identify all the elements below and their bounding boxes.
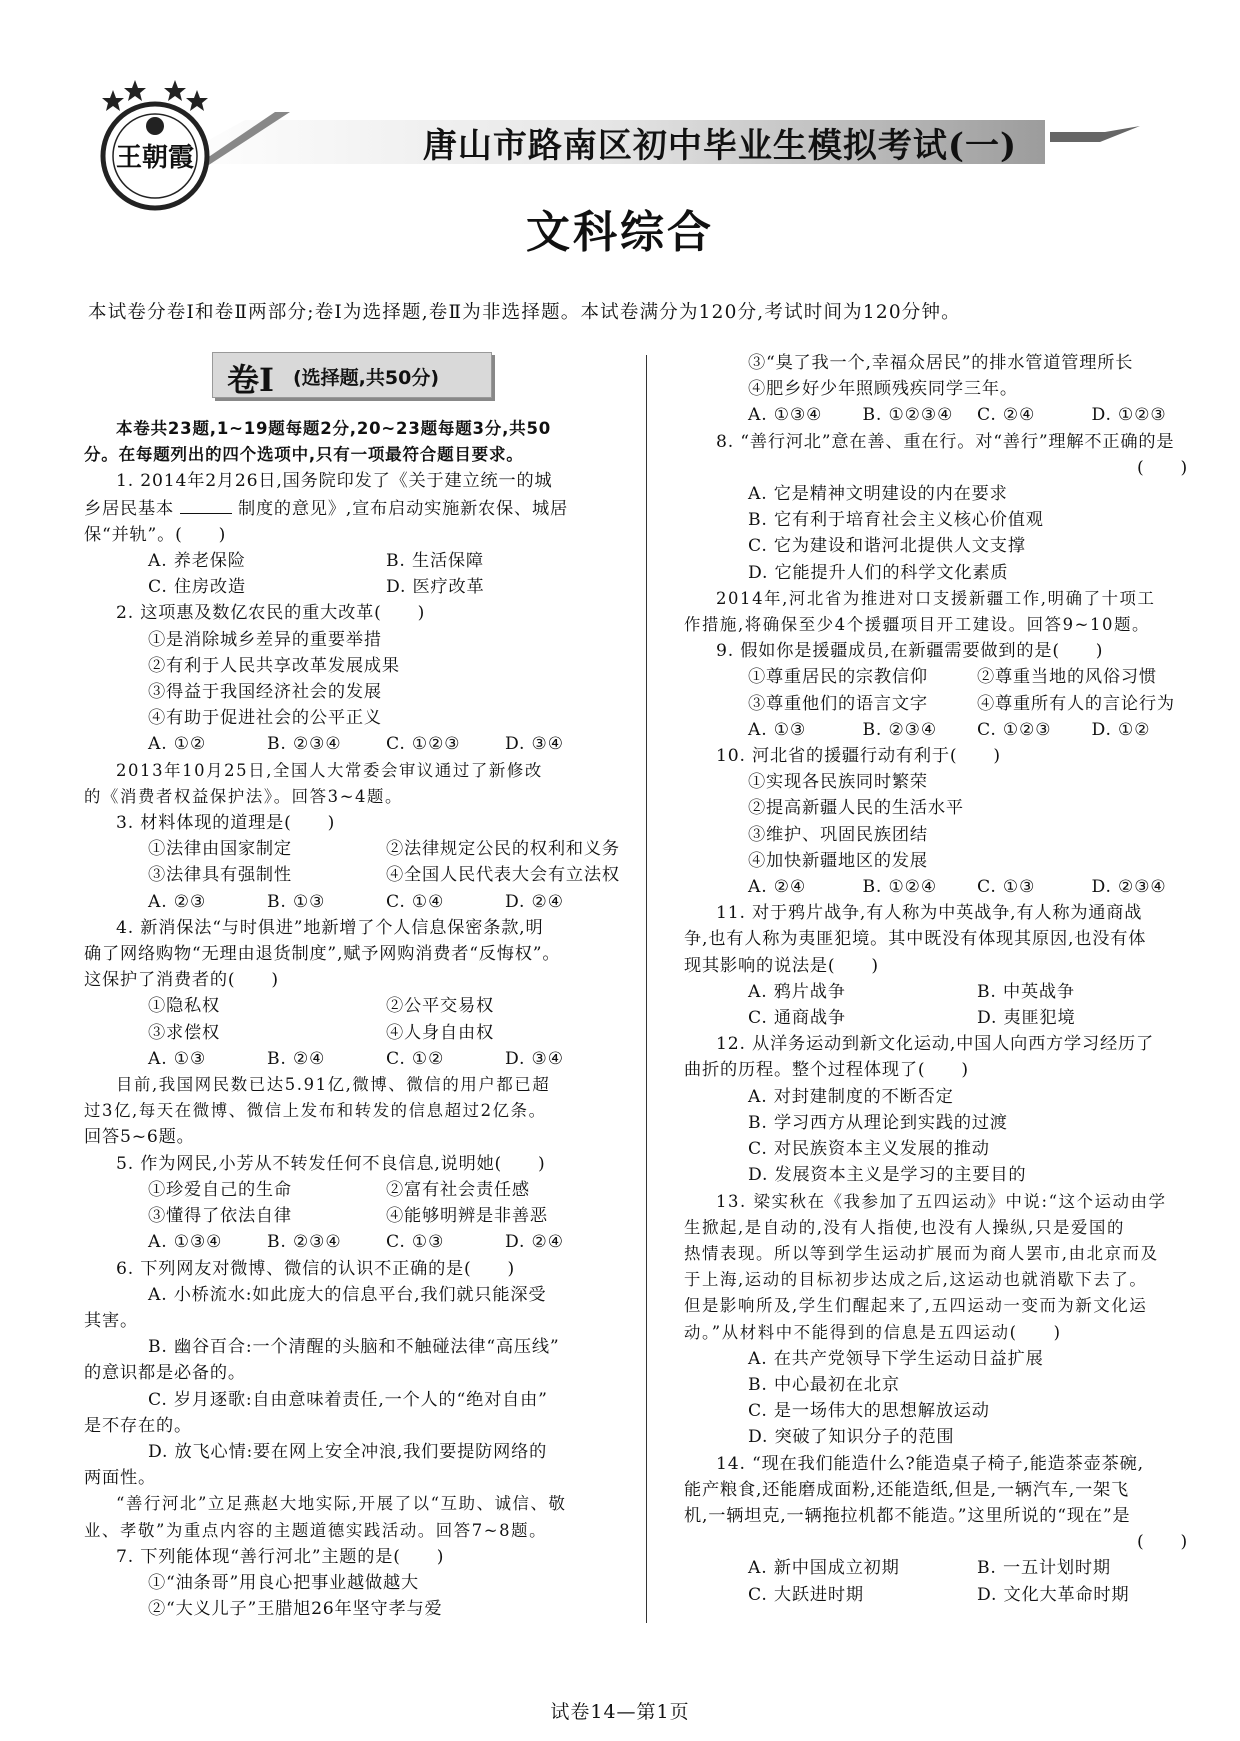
question-7: 7. 下列能体现“善行河北”主题的是( )	[116, 1546, 445, 1567]
question-1-line: 乡居民基本 制度的意见》,宣布启动实施新农保、城居	[84, 495, 624, 522]
svg-text:王朝霞: 王朝霞	[115, 143, 195, 173]
statement: ①实现各民族同时繁荣	[748, 772, 928, 793]
options: A. ①③④ B. ①②③④ C. ②④ D. ①②③	[748, 405, 1167, 426]
options: A. 新中国成立初期 B. 一五计划时期	[748, 1558, 1111, 1579]
option-d-cont: 两面性。	[84, 1468, 156, 1489]
question-13-line: 生掀起,是自动的,没有人指使,也没有人操纵,只是爱国的	[684, 1217, 1126, 1237]
question-6: 6. 下列网友对微博、微信的认识不正确的是( )	[116, 1258, 516, 1279]
question-14-line: 能产粮食,还能磨成面粉,还能造纸,但是,一辆汽车,一架飞	[684, 1479, 1130, 1500]
options: A. 养老保险 B. 生活保障	[148, 551, 484, 572]
section-subtitle: (选择题,共50分)	[293, 367, 440, 389]
instructions-line: 本卷共23题,1~19题每题2分,20~23题每题3分,共50	[116, 419, 552, 438]
question-1-line: 保“并轨”。( )	[84, 524, 227, 545]
statement: ④有助于促进社会的公平正义	[148, 708, 382, 729]
column-divider	[646, 355, 647, 1623]
options: A. ①③ B. ②③④ C. ①②③ D. ①②	[748, 719, 1151, 740]
statements: ①尊重居民的宗教信仰 ②尊重当地的风俗习惯	[748, 667, 1157, 688]
answer-paren: ( )	[1137, 457, 1188, 478]
question-13-line: 动。”从材料中不能得到的信息是五四运动( )	[684, 1322, 1062, 1342]
statements: ①法律由国家制定 ②法律规定公民的权利和义务	[148, 839, 620, 860]
question-1: 1. 2014年2月26日,国务院印发了《关于建立统一的城	[116, 471, 553, 492]
options: A. ①③ B. ②④ C. ①② D. ③④	[148, 1048, 564, 1069]
option-c: C. 岁月逐歌:自由意味着责任,一个人的“绝对自由”	[148, 1389, 548, 1410]
right-column	[684, 350, 1206, 1608]
question-2: 2. 这项惠及数亿农民的重大改革( )	[116, 603, 426, 624]
option-c-cont: 是不存在的。	[84, 1415, 192, 1436]
question-12-line: 曲折的历程。整个过程体现了( )	[684, 1060, 969, 1081]
statement: ②“大义儿子”王腊旭26年坚守孝与爱	[148, 1599, 443, 1620]
question-13-line: 但是影响所及,学生们醒起来了,五四运动一变而为新文化运	[684, 1296, 1148, 1316]
options: A. 鸦片战争 B. 中英战争	[748, 981, 1075, 1002]
question-11: 11. 对于鸦片战争,有人称为中英战争,有人称为通商战	[716, 903, 1143, 924]
statement: ④肥乡好少年照顾残疾同学三年。	[748, 379, 1018, 400]
subject-title: 文科综合	[526, 207, 714, 258]
page-footer: 试卷14—第1页	[550, 1701, 690, 1723]
option-b-cont: 的意识都是必备的。	[84, 1363, 246, 1384]
material: 2014年,河北省为推进对口支援新疆工作,明确了十项工	[716, 588, 1156, 608]
exam-intro: 本试卷分卷Ⅰ和卷Ⅱ两部分;卷Ⅰ为选择题,卷Ⅱ为非选择题。本试卷满分为120分,考试时间为120分钟。	[88, 302, 961, 323]
left-column	[84, 416, 624, 1622]
option-d: D. 放飞心情:要在网上安全冲浪,我们要提防网络的	[148, 1441, 548, 1462]
options: C. 通商战争 D. 夷匪犯境	[748, 1008, 1076, 1029]
option: A. 在共产党领导下学生运动日益扩展	[748, 1348, 1044, 1369]
answer-blank	[180, 495, 232, 514]
statement: ③得益于我国经济社会的发展	[148, 682, 382, 703]
statements: ①珍爱自己的生命 ②富有社会责任感	[148, 1179, 530, 1200]
material: 目前,我国网民数已达5.91亿,微博、微信的用户都已超	[116, 1075, 551, 1095]
statement: ④加快新疆地区的发展	[748, 850, 928, 871]
question-11-line: 现其影响的说法是( )	[684, 955, 879, 976]
statement: ②提高新疆人民的生活水平	[748, 798, 964, 819]
material: 过3亿,每天在微博、微信上发布和转发的信息超过2亿条。	[84, 1101, 547, 1121]
option: B. 学习西方从理论到实践的过渡	[748, 1112, 1008, 1133]
statement: ①“油条哥”用良心把事业越做越大	[148, 1572, 419, 1593]
option: D. 突破了知识分子的范围	[748, 1427, 955, 1448]
options: A. ①② B. ②③④ C. ①②③ D. ③④	[148, 734, 564, 755]
statements: ③尊重他们的语言文字 ④尊重所有人的言论行为	[748, 693, 1175, 714]
question-4-line: 这保护了消费者的( )	[84, 970, 279, 991]
option: C. 是一场伟大的思想解放运动	[748, 1401, 990, 1422]
option-a: A. 小桥流水:如此庞大的信息平台,我们就只能深受	[148, 1284, 547, 1305]
statements: ③懂得了依法自律 ④能够明辨是非善恶	[148, 1206, 548, 1227]
material: 的《消费者权益保护法》。回答3~4题。	[84, 786, 404, 806]
question-14-line: 机,一辆坦克,一辆拖拉机都不能造。”这里所说的“现在”是	[684, 1505, 1131, 1526]
statement: ③“臭了我一个,幸福众居民”的排水管道管理所长	[748, 353, 1134, 373]
option: D. 发展资本主义是学习的主要目的	[748, 1165, 1027, 1186]
question-5: 5. 作为网民,小芳从不转发任何不良信息,说明她( )	[116, 1153, 546, 1174]
question-13-line: 热情表现。所以等到学生运动扩展而为商人罢市,由北京而及	[684, 1243, 1159, 1263]
question-9: 9. 假如你是援疆成员,在新疆需要做到的是( )	[716, 641, 1104, 662]
options: A. ②③ B. ①③ C. ①④ D. ②④	[148, 891, 564, 912]
options: A. ②④ B. ①②④ C. ①③ D. ②③④	[748, 877, 1167, 898]
question-4: 4. 新消保法“与时俱进”地新增了个人信息保密条款,明	[116, 917, 544, 938]
question-3: 3. 材料体现的道理是( )	[116, 813, 336, 834]
statement: ①是消除城乡差异的重要举措	[148, 629, 382, 650]
material: 业、孝敬”为重点内容的主题道德实践活动。回答7~8题。	[84, 1520, 548, 1540]
option: D. 它能提升人们的科学文化素质	[748, 562, 1009, 583]
options: C. 大跃进时期 D. 文化大革命时期	[748, 1584, 1130, 1605]
answer-paren: ( )	[1137, 1532, 1188, 1553]
option-b: B. 幽谷百合:一个清醒的头脑和不触碰法律“高压线”	[148, 1337, 560, 1358]
option: A. 对封建制度的不断否定	[748, 1086, 954, 1107]
option: B. 它有利于培育社会主义核心价值观	[748, 510, 1044, 531]
question-11-line: 争,也有人称为夷匪犯境。其中既没有体现其原因,也没有体	[684, 929, 1147, 950]
option: C. 它为建设和谐河北提供人文支撑	[748, 536, 1026, 557]
section-heading	[212, 352, 492, 398]
statement: ③维护、巩固民族团结	[748, 824, 928, 845]
option-a-cont: 其害。	[84, 1310, 138, 1331]
option: C. 对民族资本主义发展的推动	[748, 1139, 990, 1160]
question-12: 12. 从洋务运动到新文化运动,中国人向西方学习经历了	[716, 1034, 1154, 1055]
statements: ③法律具有强制性 ④全国人民代表大会有立法权	[148, 865, 620, 886]
question-8: 8. “善行河北”意在善、重在行。对“善行”理解不正确的是	[716, 431, 1175, 452]
section-title: 卷Ⅰ	[227, 361, 274, 399]
statements: ③求偿权 ④人身自由权	[148, 1022, 494, 1043]
options: C. 住房改造 D. 医疗改革	[148, 577, 485, 598]
question-13: 13. 梁实秋在《我参加了五四运动》中说:“这个运动由学	[716, 1191, 1167, 1211]
material: 作措施,将确保至少4个援疆项目开工建设。回答9~10题。	[684, 615, 1151, 635]
options: A. ①③④ B. ②③④ C. ①③ D. ②④	[148, 1232, 564, 1253]
statement: ②有利于人民共享改革发展成果	[148, 655, 400, 676]
material: “善行河北”立足燕赵大地实际,开展了以“互助、诚信、敬	[116, 1494, 567, 1514]
material: 2013年10月25日,全国人大常委会审议通过了新修改	[116, 760, 543, 780]
exam-title: 唐山市路南区初中毕业生模拟考试(一)	[422, 126, 1018, 166]
option: B. 中心最初在北京	[748, 1374, 900, 1395]
option: A. 它是精神文明建设的内在要求	[748, 484, 1008, 505]
question-4-line: 确了网络购物“无理由退货制度”,赋予网购消费者“反悔权”。	[84, 944, 561, 965]
question-10: 10. 河北省的援疆行动有利于( )	[716, 746, 1001, 767]
instructions-line: 分。在每题列出的四个选项中,只有一项最符合题目要求。	[84, 445, 524, 465]
publisher-logo	[95, 78, 215, 213]
question-14: 14. “现在我们能造什么?能造桌子椅子,能造茶壶茶碗,	[716, 1453, 1144, 1474]
statements: ①隐私权 ②公平交易权	[148, 996, 494, 1017]
material: 回答5~6题。	[84, 1127, 195, 1148]
question-13-line: 于上海,运动的目标初步达成之后,这运动也就消歇下去了。	[684, 1270, 1148, 1290]
